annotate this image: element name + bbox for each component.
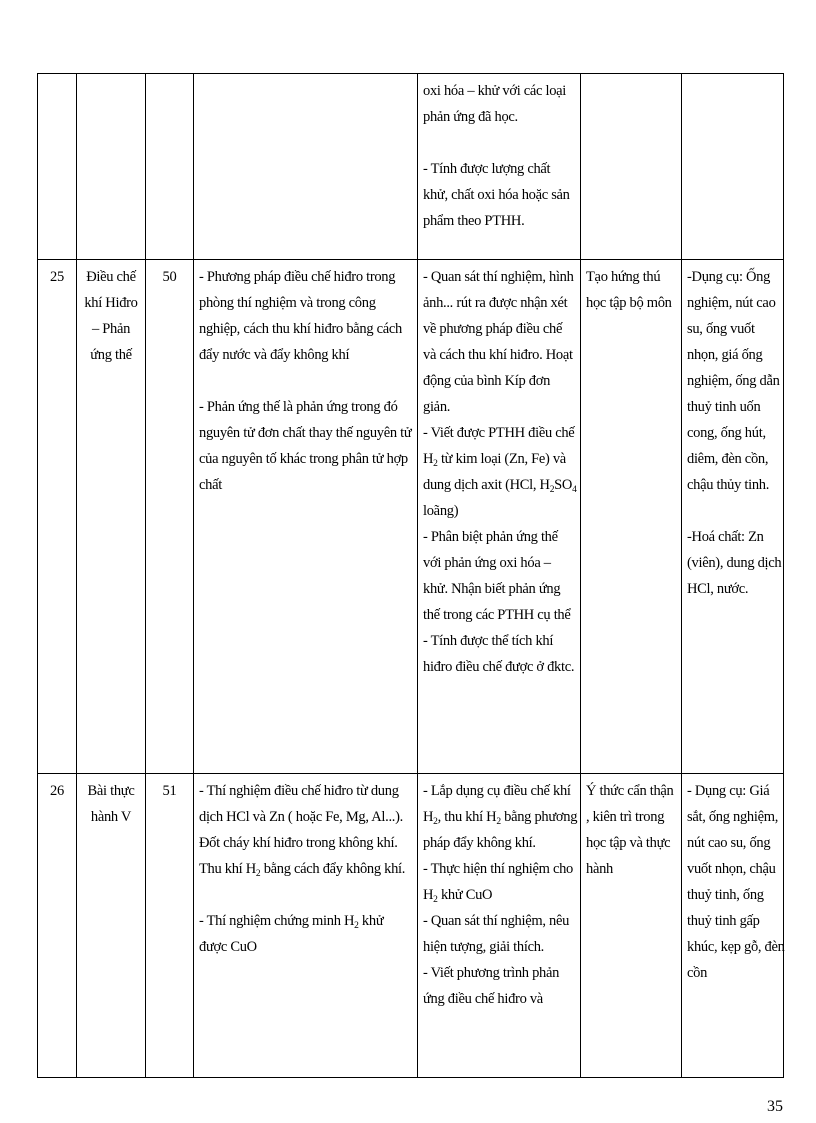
text-segment: hiđro điều chế được ở đktc. xyxy=(423,659,575,675)
attitude-line xyxy=(586,778,676,804)
period-cell xyxy=(146,74,194,260)
attitude-cell xyxy=(581,774,682,1078)
text-segment: - Tính được lượng chất xyxy=(423,161,551,177)
text-segment: - Thí nghiệm chứng minh H xyxy=(199,913,355,929)
equipment-line xyxy=(687,524,778,550)
attitude-line xyxy=(586,290,676,316)
topic-line: Bài thực xyxy=(87,783,135,799)
equipment-line xyxy=(687,368,778,394)
period-cell xyxy=(146,260,194,774)
skills-line xyxy=(423,420,575,446)
text-segment: - Thí nghiệm điều chế hiđro từ dung xyxy=(199,783,399,799)
text-segment: khử xyxy=(358,913,384,929)
text-segment: nhọn, giá ống xyxy=(687,347,763,363)
table-row xyxy=(38,74,784,260)
text-segment: học tập bộ môn xyxy=(586,295,672,311)
knowledge-cell xyxy=(194,74,418,260)
skills-line xyxy=(423,778,575,804)
text-segment: với phản ứng oxi hóa – xyxy=(423,555,551,571)
knowledge-line xyxy=(199,264,412,290)
subscript: 2 xyxy=(255,869,261,879)
skills-line xyxy=(423,156,575,182)
text-segment: dịch HCl và Zn ( hoặc Fe, Mg, Al...). xyxy=(199,809,403,825)
text-segment: - Quan sát thí nghiệm, nêu xyxy=(423,913,570,929)
text-segment: cong, ống hút, xyxy=(687,425,766,441)
knowledge-line xyxy=(199,882,412,908)
skills-cell xyxy=(418,260,581,774)
skills-line xyxy=(423,182,575,208)
skills-line xyxy=(423,104,575,130)
text-segment: Đốt cháy khí hiđro trong không khí. xyxy=(199,835,398,851)
text-segment: thuỷ tinh uốn xyxy=(687,399,761,415)
equipment-cell xyxy=(682,260,784,774)
equipment-line xyxy=(687,960,778,986)
text-segment: SO xyxy=(554,477,573,493)
knowledge-line xyxy=(199,316,412,342)
text-segment: về phương pháp điều chế xyxy=(423,321,563,337)
text-segment: chất xyxy=(199,477,222,493)
text-segment: và cách thu khí hiđro. Hoạt xyxy=(423,347,573,363)
knowledge-cell xyxy=(194,774,418,1078)
text-segment: , thu khí H xyxy=(437,809,497,825)
text-segment: - Phương pháp điều chế hiđro trong xyxy=(199,269,396,285)
text-segment: nghiệm, nút cao xyxy=(687,295,776,311)
skills-line xyxy=(423,856,575,882)
skills-line xyxy=(423,368,575,394)
attitude-cell xyxy=(581,260,682,774)
text-segment: HCl, nước. xyxy=(687,581,749,597)
skills-line xyxy=(423,264,575,290)
skills-line xyxy=(423,208,575,234)
subscript: 2 xyxy=(433,817,438,827)
topic-line: Điều chế xyxy=(86,269,136,285)
subscript: 2 xyxy=(549,485,555,495)
page-number: 35 xyxy=(767,1098,783,1115)
equipment-line xyxy=(687,394,778,420)
equipment-line xyxy=(687,934,785,960)
skills-line xyxy=(423,576,575,602)
equipment-line xyxy=(687,882,778,908)
text-segment: nghiệp, cách thu khí hiđro bằng cách xyxy=(199,321,403,337)
skills-line xyxy=(423,394,575,420)
text-segment: khúc, kẹp gỗ, đèn xyxy=(687,939,785,955)
text-segment: đẩy nước và đẩy không khí xyxy=(199,347,350,363)
equipment-line xyxy=(687,264,778,290)
knowledge-line xyxy=(199,446,412,472)
skills-line xyxy=(423,602,575,628)
text-segment: bằng phương xyxy=(500,809,578,825)
text-segment: nút cao su, ống xyxy=(687,835,771,851)
text-segment: H xyxy=(423,809,434,825)
text-segment: - Phản ứng thế là phản ứng trong đó xyxy=(199,399,398,415)
knowledge-cell xyxy=(194,260,418,774)
topic-cell xyxy=(77,260,146,774)
knowledge-line xyxy=(199,368,412,394)
stt-cell xyxy=(38,260,77,774)
skills-line xyxy=(423,290,575,316)
equipment-line xyxy=(687,856,778,882)
skills-line xyxy=(423,78,575,104)
skills-cell xyxy=(418,74,581,260)
text-segment: loãng) xyxy=(423,503,459,519)
text-segment: Ý thức cẩn thận xyxy=(586,783,674,799)
skills-line xyxy=(423,628,575,654)
subscript: 2 xyxy=(354,921,359,931)
text-segment: thuỷ tinh, ống xyxy=(687,887,764,903)
subscript: 4 xyxy=(572,485,577,495)
stt-text: 25 xyxy=(50,269,64,285)
skills-line xyxy=(423,960,575,986)
skills-line xyxy=(423,882,575,908)
equipment-cell xyxy=(682,774,784,1078)
text-segment: khử CuO xyxy=(437,887,493,903)
text-segment: được CuO xyxy=(199,939,257,955)
equipment-line xyxy=(687,908,778,934)
skills-line xyxy=(423,130,575,156)
text-segment: Tạo hứng thú xyxy=(586,269,661,285)
equipment-line xyxy=(687,446,778,472)
skills-line xyxy=(423,342,575,368)
equipment-line xyxy=(687,498,778,524)
skills-line xyxy=(423,498,575,524)
text-segment: - Quan sát thí nghiệm, hình xyxy=(423,269,574,285)
equipment-line xyxy=(687,290,778,316)
text-segment: từ kim loại (Zn, Fe) và xyxy=(437,451,566,467)
text-segment: - Dụng cụ: Giá xyxy=(687,783,770,799)
equipment-line xyxy=(687,804,778,830)
equipment-line xyxy=(687,830,778,856)
period-cell xyxy=(146,774,194,1078)
text-segment: dung dịch axit (HCl, H xyxy=(423,477,550,493)
subscript: 2 xyxy=(433,459,438,469)
text-segment: , kiên trì trong xyxy=(586,809,665,825)
equipment-line xyxy=(687,342,778,368)
equipment-line xyxy=(687,420,778,446)
equipment-line xyxy=(687,778,778,804)
skills-line xyxy=(423,654,575,680)
text-segment: -Hoá chất: Zn xyxy=(687,529,764,545)
skills-cell xyxy=(418,774,581,1078)
text-segment: hành xyxy=(586,861,613,877)
skills-line xyxy=(423,550,575,576)
text-segment: nguyên tử đơn chất thay thế nguyên tử xyxy=(199,425,412,441)
text-segment: nghiệm, ống dẫn xyxy=(687,373,780,389)
attitude-line xyxy=(586,856,676,882)
knowledge-line xyxy=(199,830,412,856)
text-segment: cồn xyxy=(687,965,708,981)
text-segment: su, ống vuốt xyxy=(687,321,755,337)
knowledge-line xyxy=(199,778,412,804)
text-segment: H xyxy=(423,451,434,467)
text-segment: hiện tượng, giải thích. xyxy=(423,939,544,955)
text-segment: H xyxy=(423,887,434,903)
table-row xyxy=(38,260,784,774)
topic-line: hành V xyxy=(90,809,132,825)
knowledge-line xyxy=(199,804,412,830)
text-segment: phản ứng đã học. xyxy=(423,109,518,125)
skills-line xyxy=(423,316,575,342)
equipment-line xyxy=(687,472,778,498)
skills-line xyxy=(423,830,575,856)
topic-line: – Phản xyxy=(91,321,131,337)
text-segment: thuỷ tinh gấp xyxy=(687,913,760,929)
skills-line xyxy=(423,472,575,498)
text-segment: khử. Nhận biết phản ứng xyxy=(423,581,561,597)
text-segment: ảnh... rút ra được nhận xét xyxy=(423,295,568,311)
knowledge-line xyxy=(199,290,412,316)
knowledge-line xyxy=(199,934,412,960)
knowledge-line xyxy=(199,472,412,498)
text-segment: của nguyên tố khác trong phân tử hợp xyxy=(199,451,408,467)
text-segment: - Thực hiện thí nghiệm cho xyxy=(423,861,573,877)
topic-cell xyxy=(77,74,146,260)
topic-line: ứng thế xyxy=(90,347,132,363)
knowledge-line xyxy=(199,908,412,934)
text-segment: phòng thí nghiệm và trong công xyxy=(199,295,376,311)
text-segment: bằng cách đẩy không khí. xyxy=(260,861,406,877)
subscript: 2 xyxy=(433,895,438,905)
period-text: 50 xyxy=(162,269,177,285)
text-segment: Thu khí H xyxy=(199,861,256,877)
equipment-line xyxy=(687,576,778,602)
text-segment: oxi hóa – khử với các loại xyxy=(423,83,567,99)
text-segment: diêm, đèn cồn, xyxy=(687,451,769,467)
text-segment: - Viết phương trình phản xyxy=(423,965,560,981)
text-segment: giản. xyxy=(423,399,451,415)
lesson-plan-table xyxy=(37,73,784,1078)
text-segment: - Viết được PTHH điều chế xyxy=(423,425,575,441)
text-segment: sắt, ống nghiệm, xyxy=(687,809,779,825)
stt-cell xyxy=(38,774,77,1078)
equipment-line xyxy=(687,550,782,576)
text-segment: - Tính được thể tích khí xyxy=(423,633,554,649)
topic-line: khí Hiđro xyxy=(84,295,138,311)
text-segment: phẩm theo PTHH. xyxy=(423,213,525,229)
skills-line xyxy=(423,986,575,1012)
skills-line xyxy=(423,934,575,960)
text-segment: khử, chất oxi hóa hoặc sản xyxy=(423,187,570,203)
equipment-line xyxy=(687,316,778,342)
knowledge-line xyxy=(199,856,412,882)
stt-cell xyxy=(38,74,77,260)
skills-line xyxy=(423,446,575,472)
attitude-line xyxy=(586,804,676,830)
subscript: 2 xyxy=(496,817,501,827)
knowledge-line xyxy=(199,420,412,446)
stt-text: 26 xyxy=(50,783,64,799)
text-segment: động của bình Kíp đơn xyxy=(423,373,551,389)
topic-cell xyxy=(77,774,146,1078)
text-segment: pháp đẩy không khí. xyxy=(423,835,536,851)
knowledge-line xyxy=(199,394,412,420)
text-segment: vuốt nhọn, chậu xyxy=(687,861,776,877)
text-segment: (viên), dung dịch xyxy=(687,555,782,571)
knowledge-line xyxy=(199,342,412,368)
text-segment: ứng điều chế hiđro và xyxy=(423,991,543,1007)
text-segment: -Dụng cụ: Ống xyxy=(687,269,771,285)
period-text: 51 xyxy=(162,783,177,799)
equipment-cell xyxy=(682,74,784,260)
text-segment: - Lắp dụng cụ điều chế khí xyxy=(423,783,571,799)
attitude-line xyxy=(586,830,676,856)
table-row xyxy=(38,774,784,1078)
attitude-cell xyxy=(581,74,682,260)
text-segment: chậu thủy tinh. xyxy=(687,477,770,493)
skills-line xyxy=(423,804,578,830)
text-segment: thế trong các PTHH cụ thể xyxy=(423,607,571,623)
text-segment: học tập và thực xyxy=(586,835,671,851)
text-segment: - Phân biệt phản ứng thế xyxy=(423,529,558,545)
skills-line xyxy=(423,524,575,550)
skills-line xyxy=(423,908,575,934)
attitude-line xyxy=(586,264,676,290)
